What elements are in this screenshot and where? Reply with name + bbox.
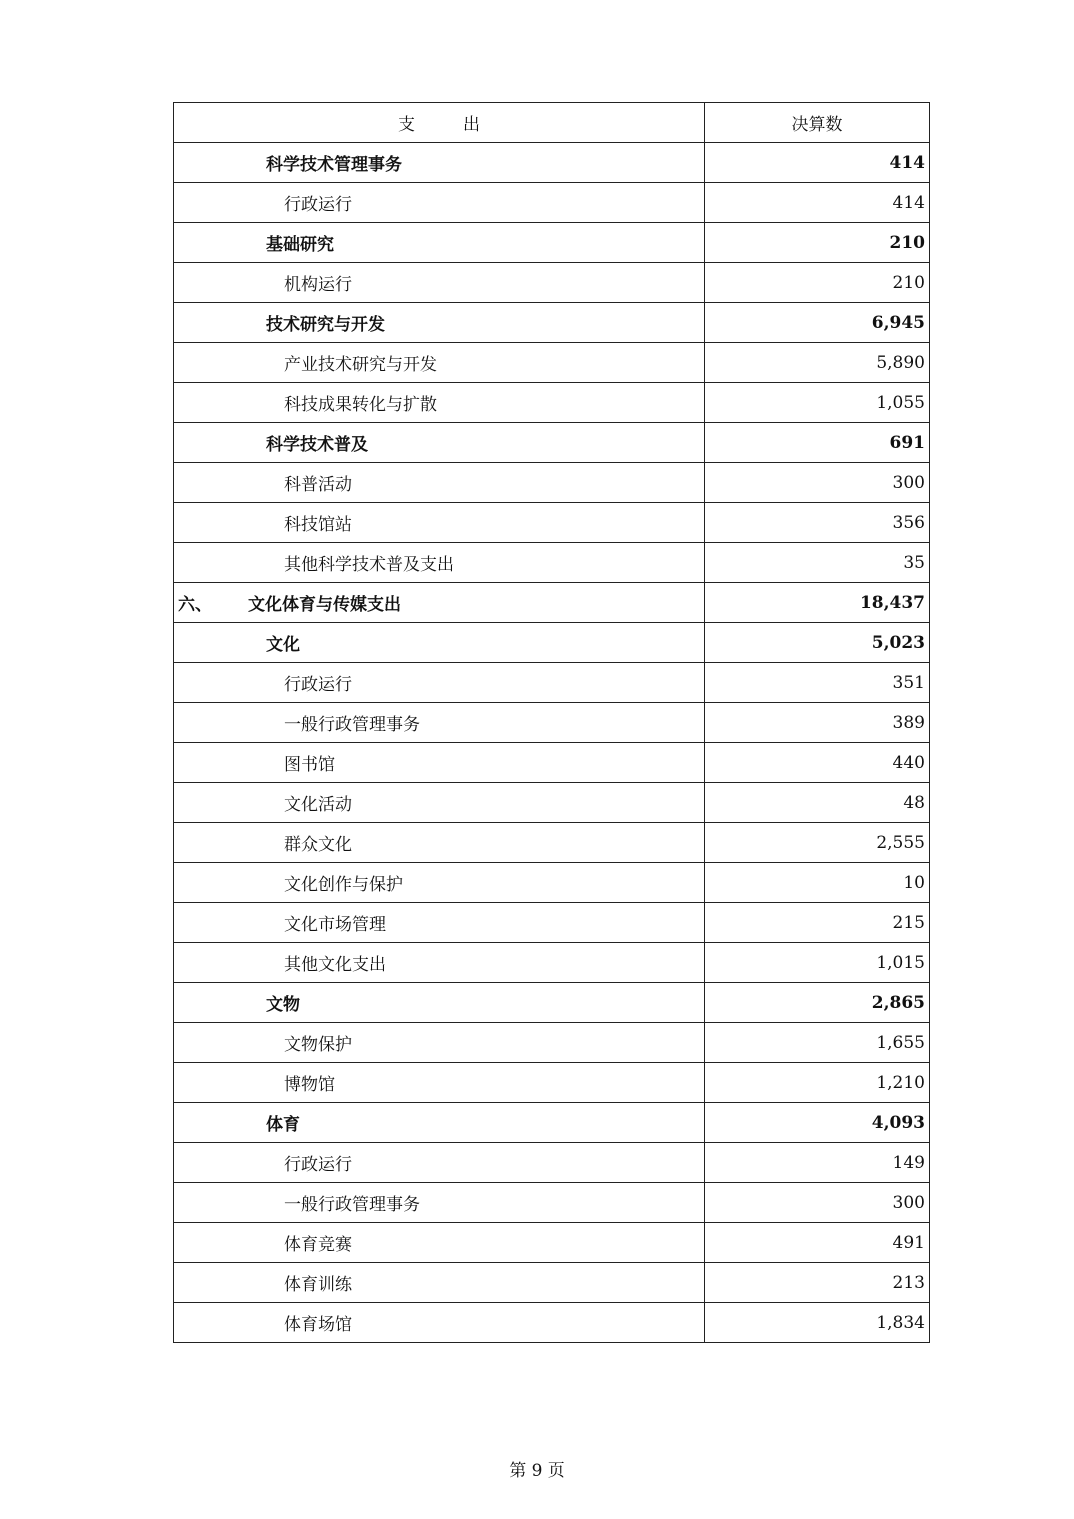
- row-item-name: [174, 463, 705, 503]
- row-label: 文化创作与保护: [284, 875, 403, 895]
- row-item-name: [174, 1183, 705, 1223]
- row-amount: 4,093: [705, 1103, 930, 1143]
- row-label: 文化市场管理: [284, 915, 386, 935]
- row-label: 科技成果转化与扩散: [284, 395, 437, 415]
- row-amount: 48: [705, 783, 930, 823]
- row-label: 体育训练: [284, 1275, 352, 1295]
- table-row: [174, 503, 930, 543]
- table-row: [174, 463, 930, 503]
- table-row: [174, 823, 930, 863]
- table-header-row: [174, 103, 930, 143]
- row-label: 行政运行: [284, 675, 352, 695]
- row-amount: 35: [705, 543, 930, 583]
- row-label: 群众文化: [284, 835, 352, 855]
- row-item-name: [174, 543, 705, 583]
- row-amount: 210: [705, 223, 930, 263]
- row-label: 博物馆: [284, 1075, 335, 1095]
- row-item-name: [174, 1103, 705, 1143]
- row-label: 科学技术普及: [266, 435, 368, 455]
- table-row: [174, 1103, 930, 1143]
- section-number: 六、: [178, 595, 212, 615]
- row-item-name: [174, 263, 705, 303]
- row-amount: 351: [705, 663, 930, 703]
- row-item-name: [174, 1223, 705, 1263]
- row-label: 一般行政管理事务: [284, 715, 420, 735]
- row-item-name: [174, 1063, 705, 1103]
- table-body: [174, 143, 930, 1343]
- page-number: 第 9 页: [509, 1461, 565, 1481]
- row-item-name: [174, 503, 705, 543]
- row-label: 文物保护: [284, 1035, 352, 1055]
- row-item-name: [174, 703, 705, 743]
- table-row: [174, 183, 930, 223]
- table-row: [174, 583, 930, 623]
- row-item-name: [174, 303, 705, 343]
- table-row: [174, 943, 930, 983]
- table-row: [174, 303, 930, 343]
- row-amount: 491: [705, 1223, 930, 1263]
- table-row: [174, 663, 930, 703]
- table-row: [174, 1263, 930, 1303]
- row-item-name: [174, 623, 705, 663]
- row-label: 行政运行: [284, 1155, 352, 1175]
- row-label: 体育场馆: [284, 1315, 352, 1335]
- row-amount: 1,055: [705, 383, 930, 423]
- table-row: [174, 1063, 930, 1103]
- table-row: [174, 543, 930, 583]
- table-row: [174, 423, 930, 463]
- row-amount: 5,890: [705, 343, 930, 383]
- row-item-name: [174, 383, 705, 423]
- row-item-name: [174, 1263, 705, 1303]
- row-label: 文化体育与传媒支出: [248, 595, 401, 615]
- row-amount: 2,555: [705, 823, 930, 863]
- row-amount: 5,023: [705, 623, 930, 663]
- row-amount: 215: [705, 903, 930, 943]
- row-label: 图书馆: [284, 755, 335, 775]
- row-amount: 389: [705, 703, 930, 743]
- row-amount: 440: [705, 743, 930, 783]
- row-item-name: [174, 583, 705, 623]
- row-item-name: [174, 423, 705, 463]
- row-amount: 300: [705, 463, 930, 503]
- row-item-name: [174, 1303, 705, 1343]
- table-row: [174, 1303, 930, 1343]
- table-row: [174, 903, 930, 943]
- row-item-name: [174, 663, 705, 703]
- row-label: 机构运行: [284, 275, 352, 295]
- row-label: 科技馆站: [284, 515, 352, 535]
- row-label: 文化: [266, 635, 300, 655]
- table-row: [174, 263, 930, 303]
- row-label: 一般行政管理事务: [284, 1195, 420, 1215]
- row-amount: 1,210: [705, 1063, 930, 1103]
- row-label: 体育竞赛: [284, 1235, 352, 1255]
- row-label: 技术研究与开发: [266, 315, 385, 335]
- table-row: [174, 743, 930, 783]
- row-item-name: [174, 743, 705, 783]
- row-item-name: [174, 823, 705, 863]
- row-amount: 414: [705, 143, 930, 183]
- row-item-name: [174, 783, 705, 823]
- table-row: [174, 343, 930, 383]
- row-amount: 300: [705, 1183, 930, 1223]
- row-amount: 10: [705, 863, 930, 903]
- row-amount: 691: [705, 423, 930, 463]
- table-row: [174, 383, 930, 423]
- row-label: 基础研究: [266, 235, 334, 255]
- row-item-name: [174, 1143, 705, 1183]
- row-item-name: [174, 1023, 705, 1063]
- row-amount: 356: [705, 503, 930, 543]
- table-row: [174, 623, 930, 663]
- row-item-name: [174, 983, 705, 1023]
- table-row: [174, 863, 930, 903]
- header-expenditure: 支出: [174, 103, 705, 143]
- row-amount: 213: [705, 1263, 930, 1303]
- table-row: [174, 223, 930, 263]
- row-amount: 210: [705, 263, 930, 303]
- budget-table: [173, 102, 930, 1343]
- row-item-name: [174, 863, 705, 903]
- row-item-name: [174, 183, 705, 223]
- table-row: [174, 783, 930, 823]
- row-label: 科普活动: [284, 475, 352, 495]
- row-label: 文物: [266, 995, 300, 1015]
- row-label: 体育: [266, 1115, 300, 1135]
- row-label: 科学技术管理事务: [266, 155, 402, 175]
- row-amount: 6,945: [705, 303, 930, 343]
- row-amount: 18,437: [705, 583, 930, 623]
- row-label: 行政运行: [284, 195, 352, 215]
- header-final-amount: 决算数: [705, 103, 930, 143]
- row-item-name: [174, 903, 705, 943]
- row-item-name: [174, 943, 705, 983]
- row-amount: 1,015: [705, 943, 930, 983]
- row-label: 文化活动: [284, 795, 352, 815]
- table-row: [174, 143, 930, 183]
- row-amount: 1,834: [705, 1303, 930, 1343]
- row-label: 其他文化支出: [284, 955, 386, 975]
- row-amount: 2,865: [705, 983, 930, 1023]
- row-amount: 1,655: [705, 1023, 930, 1063]
- row-amount: 149: [705, 1143, 930, 1183]
- row-label: 产业技术研究与开发: [284, 355, 437, 375]
- row-item-name: [174, 343, 705, 383]
- row-amount: 414: [705, 183, 930, 223]
- table-row: [174, 703, 930, 743]
- table-row: [174, 1183, 930, 1223]
- table-row: [174, 1023, 930, 1063]
- row-label: 其他科学技术普及支出: [284, 555, 454, 575]
- table-row: [174, 983, 930, 1023]
- table-row: [174, 1143, 930, 1183]
- table-row: [174, 1223, 930, 1263]
- row-item-name: [174, 143, 705, 183]
- row-item-name: [174, 223, 705, 263]
